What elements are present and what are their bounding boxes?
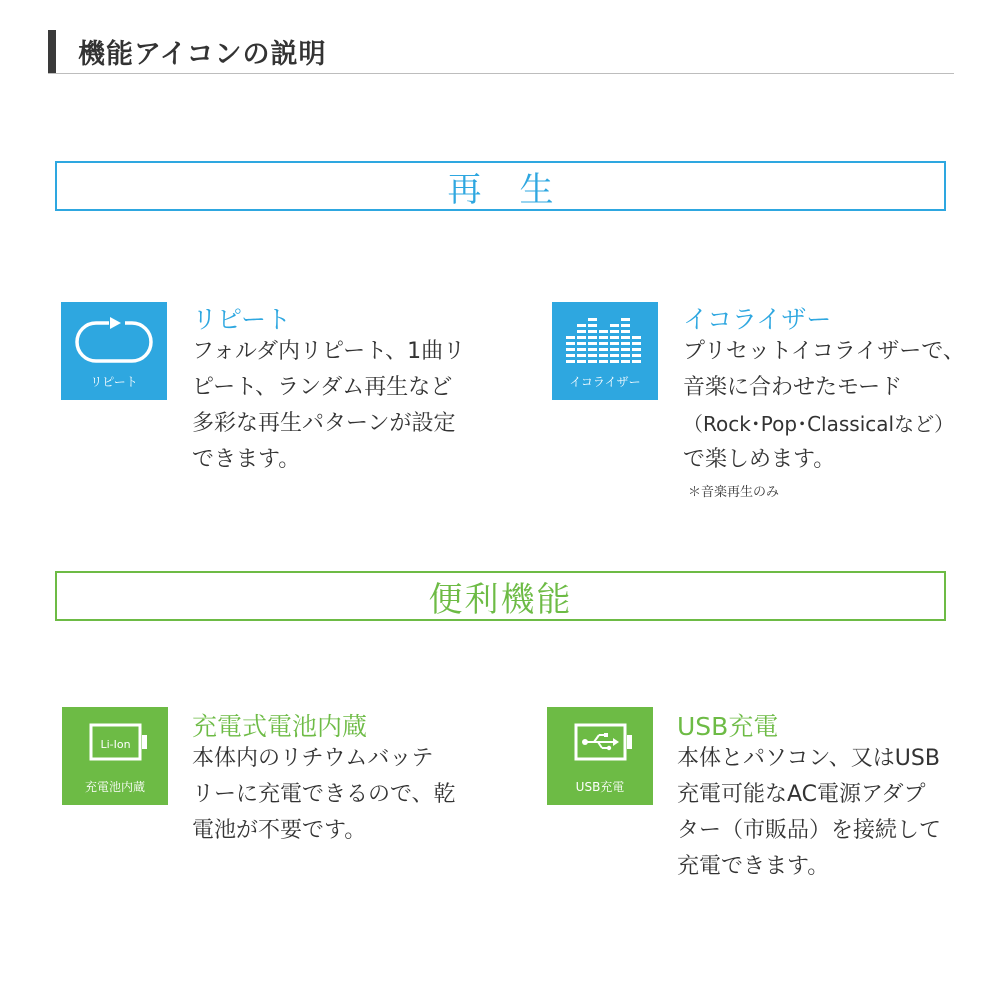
repeat-feature-icon bbox=[61, 302, 167, 400]
usb-desc-line: ター（市販品）を接続して bbox=[677, 818, 942, 843]
equalizer-icon bbox=[552, 302, 658, 400]
repeat-title: リピート bbox=[192, 305, 292, 334]
repeat-desc-line: 多彩な再生パターンが設定 bbox=[192, 411, 456, 436]
battery-icon-caption: 充電池内蔵 bbox=[84, 780, 145, 794]
battery-desc-line: 電池が不要です。 bbox=[192, 818, 367, 843]
repeat-desc-line: ピート、ランダム再生など bbox=[192, 375, 453, 400]
usb-desc-line: 充電できます。 bbox=[677, 854, 830, 879]
usb-title: USB充電 bbox=[677, 712, 779, 741]
repeat-description bbox=[192, 334, 465, 478]
usb-desc-line: 本体とパソコン、又はUSB bbox=[677, 746, 940, 771]
battery-description bbox=[192, 741, 456, 849]
usb-feature-icon bbox=[547, 707, 653, 805]
equalizer-feature-icon bbox=[552, 302, 658, 400]
equalizer-desc-line: （Rock･Pop･Classicalなど） bbox=[683, 412, 955, 436]
title-divider bbox=[48, 73, 954, 74]
battery-desc-line: リーに充電できるので、乾 bbox=[192, 782, 456, 807]
equalizer-desc-line: プリセットイコライザーで、 bbox=[683, 339, 965, 364]
repeat-desc-line: できます。 bbox=[192, 447, 301, 472]
equalizer-description bbox=[683, 334, 965, 478]
equalizer-desc-line: 音楽に合わせたモード bbox=[683, 375, 903, 400]
section-header-playback: 再生 bbox=[55, 161, 946, 211]
section-header-convenience: 便利機能 bbox=[55, 571, 946, 621]
usb-description bbox=[677, 741, 941, 885]
battery-feature-icon bbox=[62, 707, 168, 805]
usb-icon-caption: USB充電 bbox=[575, 780, 625, 794]
equalizer-note: ＊音楽再生のみ bbox=[688, 485, 780, 500]
usb-desc-line: 充電可能なAC電源アダプ bbox=[677, 782, 926, 807]
battery-icon-label: Li-Ion bbox=[100, 738, 131, 751]
battery-title: 充電式電池内蔵 bbox=[192, 712, 368, 741]
title-accent-bar bbox=[48, 30, 56, 74]
equalizer-title: イコライザー bbox=[683, 305, 832, 334]
repeat-icon bbox=[61, 302, 167, 400]
repeat-desc-line: フォルダ内リピート、1曲リ bbox=[192, 339, 466, 364]
usb-battery-icon bbox=[547, 707, 653, 805]
repeat-icon-caption: リピート bbox=[90, 375, 138, 389]
equalizer-desc-line: で楽しめます。 bbox=[683, 447, 836, 472]
equalizer-icon-caption: イコライザー bbox=[569, 375, 641, 389]
battery-icon bbox=[62, 707, 168, 805]
page-title: 機能アイコンの説明 bbox=[78, 39, 327, 70]
battery-desc-line: 本体内のリチウムバッテ bbox=[192, 746, 434, 771]
